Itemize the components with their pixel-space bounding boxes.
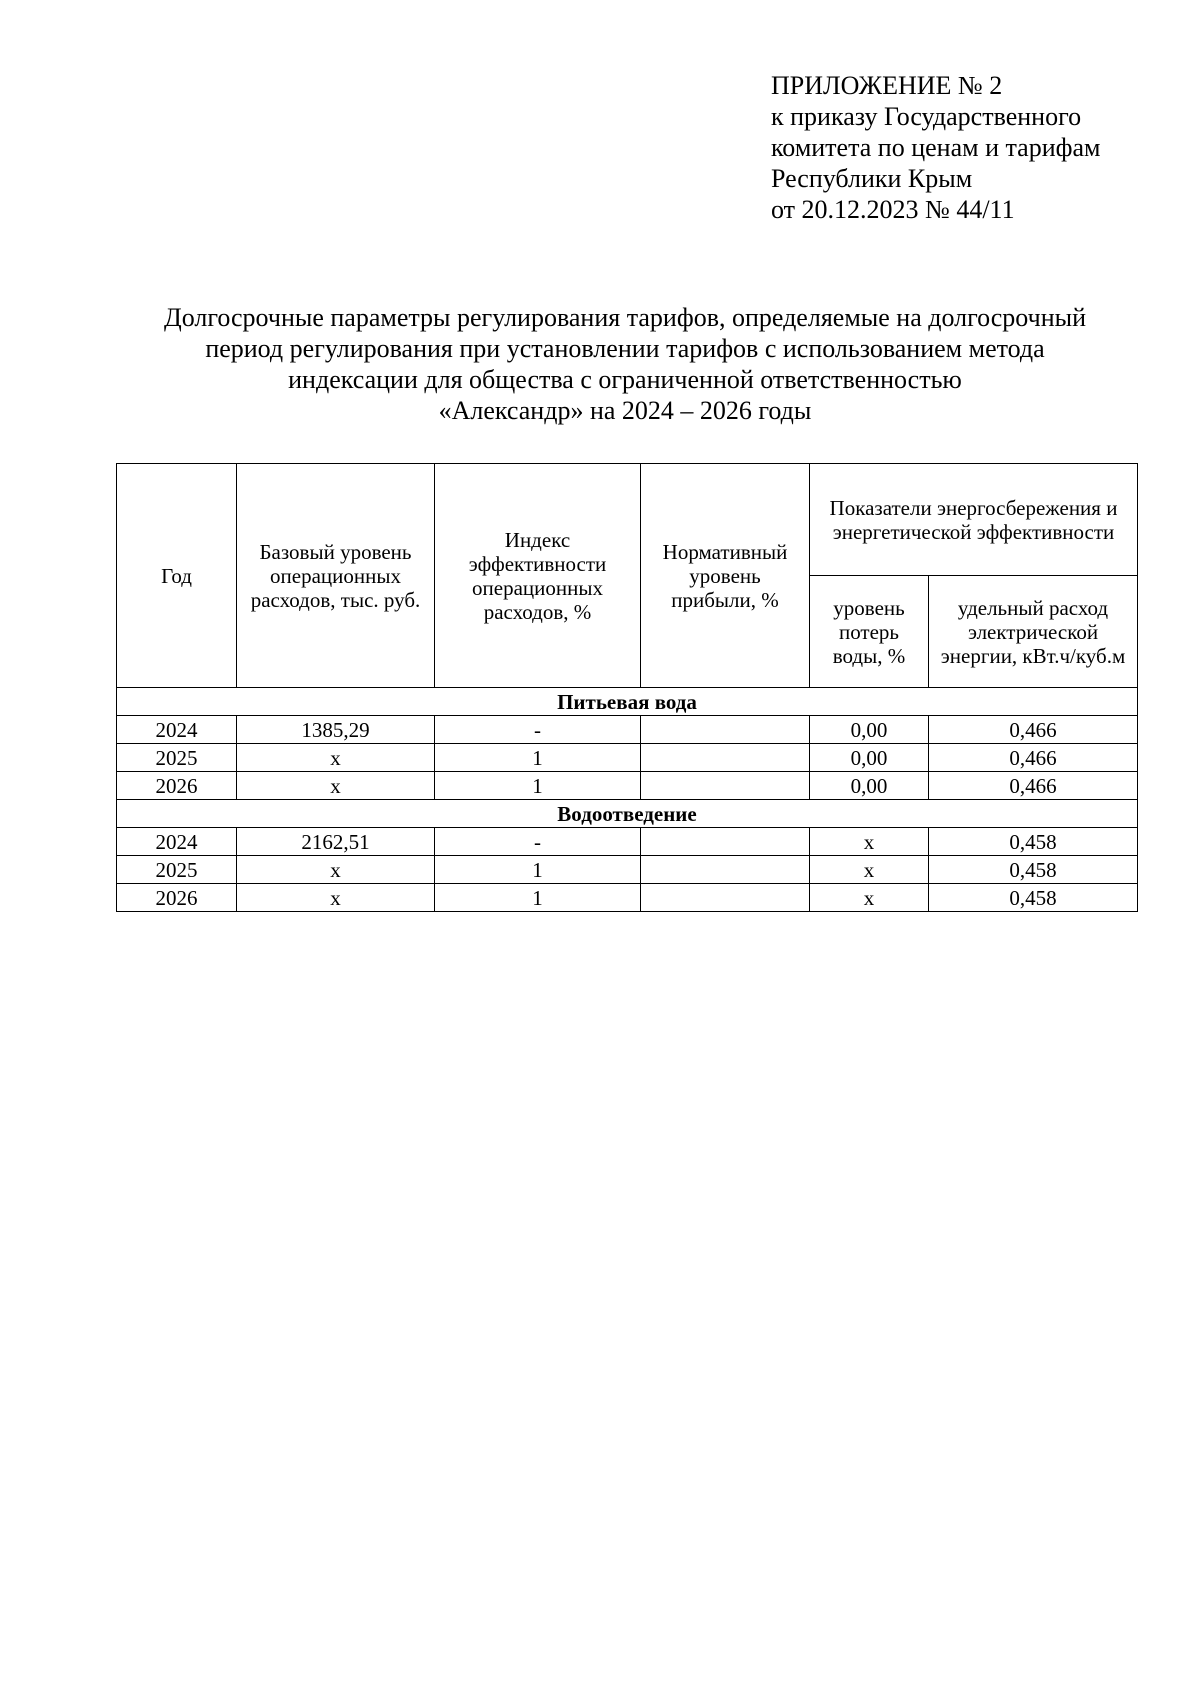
cell-index: - [435,716,641,744]
header-water-loss: уровень потерь воды, % [810,576,929,688]
document-title [110,302,1140,426]
table-row [117,772,1138,800]
header-efficiency-index: Индекс эффективности операционных расходов, % [435,464,641,688]
appendix-line: от 20.12.2023 № 44/11 [771,195,1015,224]
cell-year: 2025 [117,856,237,884]
table-row [117,744,1138,772]
header-energy-group: Показатели энергосбережения и энергетической эффективности [810,464,1138,576]
cell-loss: 0,00 [810,744,929,772]
cell-energy: 0,466 [929,744,1138,772]
title-line: индексации для общества с ограниченной ответственностью [288,365,962,394]
cell-index: 1 [435,744,641,772]
header-year: Год [117,464,237,688]
section-wastewater: Водоотведение [117,800,1138,828]
cell-profit [641,716,810,744]
table-row [117,716,1138,744]
appendix-line: комитета по ценам и тарифам [771,133,1101,162]
cell-loss: х [810,828,929,856]
cell-year: 2025 [117,744,237,772]
cell-profit [641,828,810,856]
table-row [117,884,1138,912]
cell-index: 1 [435,856,641,884]
cell-loss: х [810,856,929,884]
cell-loss: 0,00 [810,772,929,800]
cell-year: 2024 [117,828,237,856]
cell-energy: 0,458 [929,856,1138,884]
cell-profit [641,744,810,772]
cell-base: х [237,744,435,772]
cell-index: 1 [435,884,641,912]
cell-profit [641,884,810,912]
cell-energy: 0,466 [929,772,1138,800]
title-line: «Александр» на 2024 – 2026 годы [438,396,812,425]
table-row [117,828,1138,856]
cell-energy: 0,458 [929,828,1138,856]
cell-profit [641,856,810,884]
title-line: Долгосрочные параметры регулирования тарифов, определяемые на долгосрочный [163,303,1087,332]
cell-energy: 0,466 [929,716,1138,744]
cell-base: 1385,29 [237,716,435,744]
cell-base: х [237,884,435,912]
cell-year: 2026 [117,884,237,912]
appendix-line: ПРИЛОЖЕНИЕ № 2 [771,71,1003,100]
cell-loss: х [810,884,929,912]
section-drinking-water: Питьевая вода [117,688,1138,716]
cell-year: 2024 [117,716,237,744]
header-electricity: удельный расход электрической энергии, кВт.ч/куб.м [929,576,1138,688]
title-line: период регулирования при установлении тарифов с использованием метода [205,334,1045,363]
header-profit-level: Нормативный уровень прибыли, % [641,464,810,688]
cell-profit [641,772,810,800]
cell-base: х [237,772,435,800]
cell-loss: 0,00 [810,716,929,744]
table-row [117,856,1138,884]
cell-base: х [237,856,435,884]
cell-base: 2162,51 [237,828,435,856]
appendix-block [771,70,1191,225]
cell-index: 1 [435,772,641,800]
cell-index: - [435,828,641,856]
parameters-table [116,463,1138,912]
appendix-line: Республики Крым [771,164,973,193]
appendix-line: к приказу Государственного [771,102,1082,131]
cell-energy: 0,458 [929,884,1138,912]
cell-year: 2026 [117,772,237,800]
header-base-level: Базовый уровень операционных расходов, тыс. руб. [237,464,435,688]
